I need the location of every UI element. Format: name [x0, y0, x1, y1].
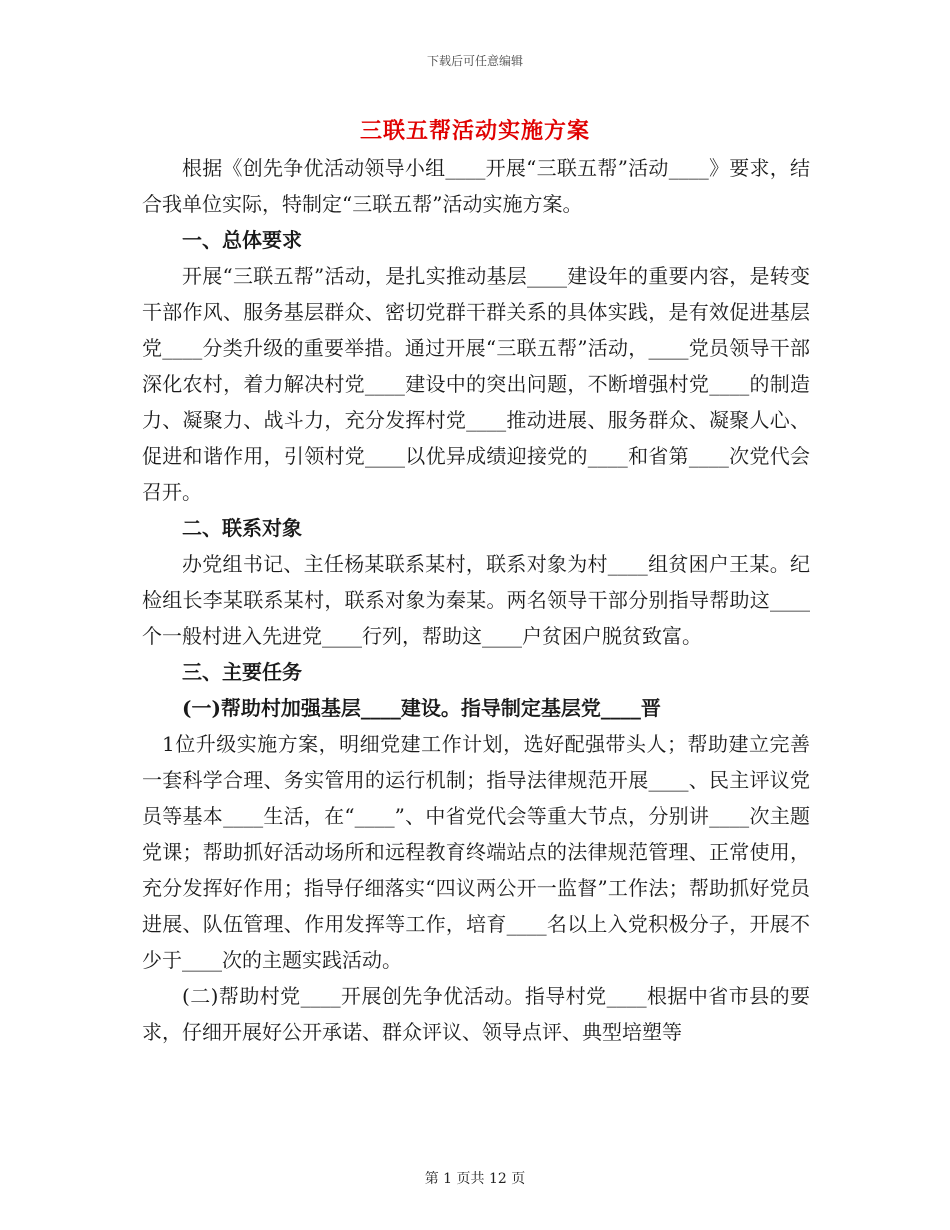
paragraph-general-requirements: 开展“三联五帮”活动，是扎实推动基层____建设年的重要内容，是转变干部作风、服务基层群众、密切党群干群关系的具体实践，是有效促进基层党____分类升级的重要举措。通过开展“三联五帮”活动，____党员领导干部深化农村，着力解决村党____建设中的突出问题，不断增强村党____的制造力、凝聚力、战斗力，充分发挥村党____推动进展、服务群众、凝聚人心、促进和谐作用，引领村党____以优异成绩迎接党的____和省第____次党代会召开。: [142, 264, 810, 504]
section-heading-general-requirements: 一、总体要求: [182, 228, 302, 252]
intro-paragraph: 根据《创先争优活动领导小组____开展“三联五帮”活动____》要求，结合我单位实际，特制定“三联五帮”活动实施方案。: [142, 156, 810, 216]
section-heading-contact-targets: 二、联系对象: [182, 516, 302, 540]
header-note: 下载后可任意编辑: [426, 54, 523, 68]
document-body: [142, 150, 810, 1050]
page-footer: 第 1 页共 12 页: [424, 1171, 526, 1187]
section-heading-main-tasks: 三、主要任务: [182, 660, 302, 684]
paragraph-task-2: (二)帮助村党____开展创先争优活动。指导村党____根据中省市县的要求，仔细开展好公开承诺、群众评议、领导点评、典型培塑等: [142, 984, 810, 1044]
subsection-heading-1: (一)帮助村加强基层____建设。指导制定基层党____晋: [182, 696, 661, 720]
paragraph-contact-targets: 办党组书记、主任杨某联系某村，联系对象为村____组贫困户王某。纪检组长李某联系某村，联系对象为秦某。两名领导干部分别指导帮助这____个一般村进入先进党____行列，帮助这____户贫困户脱贫致富。: [142, 552, 810, 648]
document-title: 三联五帮活动实施方案: [359, 118, 590, 144]
paragraph-task-1: 1位升级实施方案，明细党建工作计划，选好配强带头人；帮助建立完善一套科学合理、务实管用的运行机制；指导法律规范开展____、民主评议党员等基本____生活，在“____”、中省党代会等重大节点，分别讲____次主题党课；帮助抓好活动场所和远程教育终端站点的法律规范管理、正常使用，充分发挥好作用；指导仔细落实“四议两公开一监督”工作法；帮助抓好党员进展、队伍管理、作用发挥等工作，培育____名以上入党积极分子，开展不少于____次的主题实践活动。: [142, 732, 810, 972]
